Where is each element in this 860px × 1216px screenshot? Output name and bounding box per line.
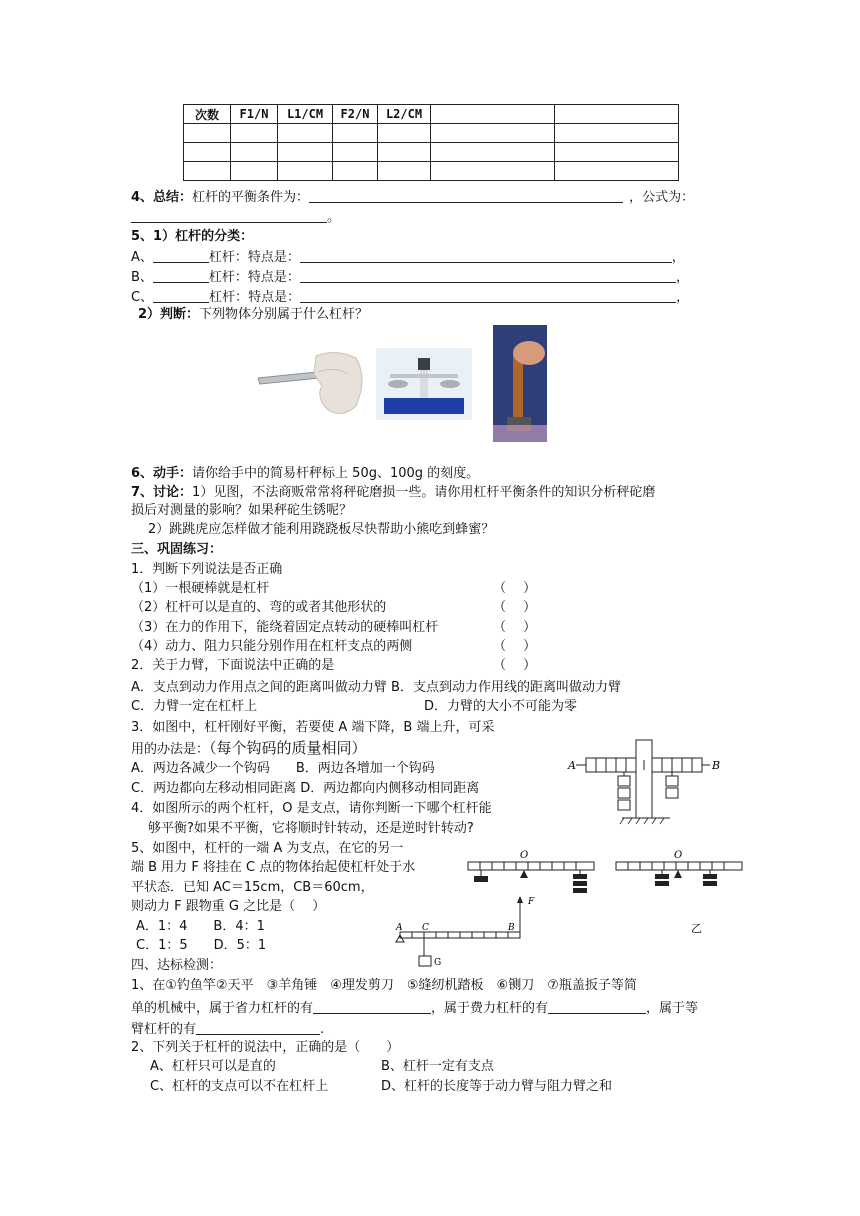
q5-row-c bbox=[131, 288, 689, 307]
q4-end: 。 bbox=[327, 210, 341, 225]
q7-line1 bbox=[131, 484, 655, 502]
answer-paren[interactable]: （ ） bbox=[493, 639, 537, 654]
table-cell bbox=[555, 143, 679, 162]
blank-line[interactable] bbox=[153, 288, 209, 303]
blank-line[interactable] bbox=[153, 268, 209, 283]
label-o1: O bbox=[520, 850, 529, 861]
table-cell bbox=[431, 143, 555, 162]
q5-end: ， bbox=[676, 290, 690, 305]
q5-letter: B、 bbox=[131, 270, 153, 285]
s4-q2-b: B、杠杆一定有支点 bbox=[381, 1059, 494, 1074]
q7-label: 7、讨论： bbox=[131, 485, 193, 500]
table-row bbox=[184, 143, 679, 162]
blank-line[interactable] bbox=[153, 248, 209, 263]
blank-line[interactable] bbox=[300, 288, 676, 303]
table-cell bbox=[278, 162, 333, 181]
table-cell bbox=[231, 143, 278, 162]
label-a: A bbox=[568, 759, 576, 772]
table-header-cell bbox=[431, 105, 555, 124]
blank-line[interactable] bbox=[309, 188, 623, 203]
answer-paren[interactable]: （ ） bbox=[493, 600, 537, 615]
table-cell bbox=[378, 162, 431, 181]
q5-end: ， bbox=[671, 250, 685, 265]
s3-q2-c: C．力臂一定在杠杆上 bbox=[131, 699, 258, 714]
s4-q2: 2、下列关于杠杆的说法中，正确的是（ ） bbox=[131, 1040, 400, 1055]
q5-judge bbox=[138, 306, 368, 324]
table-cell bbox=[184, 143, 231, 162]
table-cell bbox=[378, 143, 431, 162]
label-a3: A bbox=[396, 923, 403, 933]
judge-text: 下列物体分别属于什么杠杆？ bbox=[199, 307, 369, 322]
q7-text: 1）见图，不法商贩常常将秤砣磨损一些。请你用杠杆平衡条件的知识分析秤砣磨 bbox=[192, 485, 656, 500]
s3-q3-ab: A．两边各减少一个钩码 B．两边各增加一个钩码 bbox=[131, 761, 435, 776]
q3-note: （每个钩码的质量相同） bbox=[209, 739, 367, 757]
table-row bbox=[184, 162, 679, 181]
s4-text: ，属于费力杠杆的有 bbox=[431, 1001, 549, 1016]
table-header-cell: L1/CM bbox=[278, 105, 333, 124]
table-cell bbox=[378, 124, 431, 143]
table-cell bbox=[333, 124, 378, 143]
s3-q1-item4: （4）动力、阻力只能分别作用在杠杆支点的两侧 bbox=[131, 639, 413, 654]
s4-text: 单的机械中，属于省力杠杆的有 bbox=[131, 1001, 314, 1016]
label-g3: G bbox=[434, 958, 442, 968]
table-cell bbox=[333, 162, 378, 181]
s4-text: . bbox=[320, 1022, 325, 1037]
q5-title: 5、1）杠杆的分类： bbox=[131, 229, 254, 244]
blank-line[interactable] bbox=[548, 999, 646, 1014]
s4-text: 臂杠杆的有 bbox=[131, 1022, 197, 1037]
answer-paren[interactable]: （ ） bbox=[493, 658, 537, 673]
table-header-cell: L2/CM bbox=[378, 105, 431, 124]
hammer-illustration bbox=[493, 325, 547, 442]
q5-mid: 杠杆：特点是： bbox=[208, 270, 300, 285]
figure-caption: 乙 bbox=[691, 922, 702, 935]
s4-q2-c: C、杠杆的支点可以不在杠杆上 bbox=[150, 1079, 329, 1094]
blank-line[interactable] bbox=[313, 999, 431, 1014]
q5-letter: C、 bbox=[131, 290, 154, 305]
table-cell bbox=[555, 124, 679, 143]
s4-q1-line2 bbox=[131, 999, 698, 1018]
s3-q2: 2．关于力臂，下面说法中正确的是 bbox=[131, 658, 335, 673]
q3-text: 用的办法是： bbox=[131, 742, 210, 757]
q5-row-a bbox=[131, 248, 685, 267]
table-header-row bbox=[184, 105, 679, 124]
q4-line2 bbox=[131, 208, 340, 227]
s3-q2-d: D．力臂的大小不可能为零 bbox=[424, 699, 578, 714]
q5-row-b bbox=[131, 268, 689, 287]
data-table bbox=[183, 104, 679, 181]
s3-q5-cd: C．1：5 D．5：1 bbox=[136, 938, 267, 953]
s3-q4-line1: 4．如图所示的两个杠杆，O 是支点，请你判断一下哪个杠杆能 bbox=[131, 801, 492, 816]
table-cell bbox=[278, 143, 333, 162]
judge-label: 2）判断： bbox=[138, 307, 200, 322]
s3-q3-line1: 3．如图中，杠杆刚好平衡，若要使 A 端下降，B 端上升，可采 bbox=[131, 720, 495, 735]
table-cell bbox=[231, 124, 278, 143]
table-cell bbox=[231, 162, 278, 181]
balance-scale-illustration bbox=[376, 348, 472, 420]
blank-line[interactable] bbox=[300, 268, 676, 283]
label-b3: B bbox=[508, 923, 515, 933]
s4-q1-line1: 1、在①钓鱼竿②天平 ③羊角锤 ④理发剪刀 ⑤缝纫机踏板 ⑥铡刀 ⑦瓶盖扳子等简 bbox=[131, 978, 637, 993]
s3-q1-item2: （2）杠杆可以是直的、弯的或者其他形状的 bbox=[131, 600, 387, 615]
table-row bbox=[184, 124, 679, 143]
two-levers-diagram bbox=[466, 846, 746, 896]
s3-q3-line2 bbox=[131, 739, 367, 759]
q6-text: 请你给手中的简易杆秤标上 50g、100g 的刻度。 bbox=[192, 466, 480, 481]
label-b: B bbox=[712, 759, 721, 772]
s3-q5-line1: 5、如图中，杠杆的一端 A 为支点，在它的另一 bbox=[131, 841, 404, 856]
q5-end: ， bbox=[675, 270, 689, 285]
table-cell bbox=[431, 124, 555, 143]
q5-mid: 杠杆：特点是： bbox=[209, 290, 301, 305]
table-header-cell: F2/N bbox=[333, 105, 378, 124]
s3-q1-item3: （3）在力的作用下，能绕着固定点转动的硬棒叫杠杆 bbox=[131, 620, 439, 635]
q4-label: 4、总结： bbox=[131, 190, 193, 205]
table-header-cell bbox=[555, 105, 679, 124]
q5-mid: 杠杆：特点是： bbox=[208, 250, 300, 265]
table-header-cell: 次数 bbox=[184, 105, 231, 124]
s3-q5-line3: 平状态．已知 AC＝15cm，CB＝60cm， bbox=[131, 880, 374, 895]
table-cell bbox=[555, 162, 679, 181]
table-cell bbox=[278, 124, 333, 143]
table-cell bbox=[333, 143, 378, 162]
force-lever-diagram bbox=[392, 892, 535, 970]
blank-line[interactable] bbox=[131, 208, 327, 223]
section3-title: 三、巩固练习： bbox=[131, 542, 223, 557]
s3-q2-ab: A．支点到动力作用点之间的距离叫做动力臂 B．支点到动力作用线的距离叫做动力臂 bbox=[131, 680, 621, 695]
q4-text: 杠杆的平衡条件为： bbox=[192, 190, 310, 205]
q6-label: 6、动手： bbox=[131, 466, 193, 481]
table-header-cell: F1/N bbox=[231, 105, 278, 124]
s4-q2-a: A、杠杆只可以是直的 bbox=[150, 1059, 276, 1074]
s3-q5-line2: 端 B 用力 F 将挂在 C 点的物体抬起使杠杆处于水 bbox=[131, 860, 416, 875]
s3-q5-ab: A．1：4 B．4：1 bbox=[136, 919, 265, 934]
blank-line[interactable] bbox=[300, 248, 672, 263]
q4-line bbox=[131, 188, 694, 207]
s3-q5-line4: 则动力 F 跟物重 G 之比是（ ） bbox=[131, 899, 326, 914]
q4-formula: ，公式为： bbox=[629, 190, 695, 205]
table-cell bbox=[184, 124, 231, 143]
s3-q3-cd: C．两边都向左移动相同距离 D．两边都向内侧移动相同距离 bbox=[131, 781, 480, 796]
tweezers-illustration bbox=[256, 348, 368, 420]
s3-q1-item1: （1）一根硬棒就是杠杆 bbox=[131, 581, 270, 596]
balance-lever-diagram bbox=[566, 736, 726, 828]
s4-q2-d: D、杠杆的长度等于动力臂与阻力臂之和 bbox=[381, 1079, 613, 1094]
label-c3: C bbox=[422, 923, 429, 933]
q7-line3: 2）跳跳虎应怎样做才能利用跷跷板尽快帮助小熊吃到蜂蜜？ bbox=[148, 522, 495, 537]
table-cell bbox=[184, 162, 231, 181]
s4-text: ，属于等 bbox=[646, 1001, 699, 1016]
q5-letter: A、 bbox=[131, 250, 153, 265]
s3-q4-line2: 够平衡?如果不平衡，它将顺时针转动，还是逆时针转动? bbox=[148, 821, 474, 836]
s3-q1: 1．判断下列说法是否正确 bbox=[131, 562, 283, 577]
q7-line2: 损后对测量的影响？如果秤砣生锈呢？ bbox=[131, 503, 353, 518]
label-f3: F bbox=[528, 897, 535, 907]
table-cell bbox=[431, 162, 555, 181]
s4-q1-line3 bbox=[131, 1020, 324, 1039]
q6-line bbox=[131, 465, 479, 483]
blank-line[interactable] bbox=[196, 1020, 320, 1035]
answer-paren[interactable]: （ ） bbox=[493, 581, 537, 596]
label-o2: O bbox=[674, 850, 683, 861]
section4-title: 四、达标检测： bbox=[131, 958, 223, 973]
answer-paren[interactable]: （ ） bbox=[493, 620, 537, 635]
